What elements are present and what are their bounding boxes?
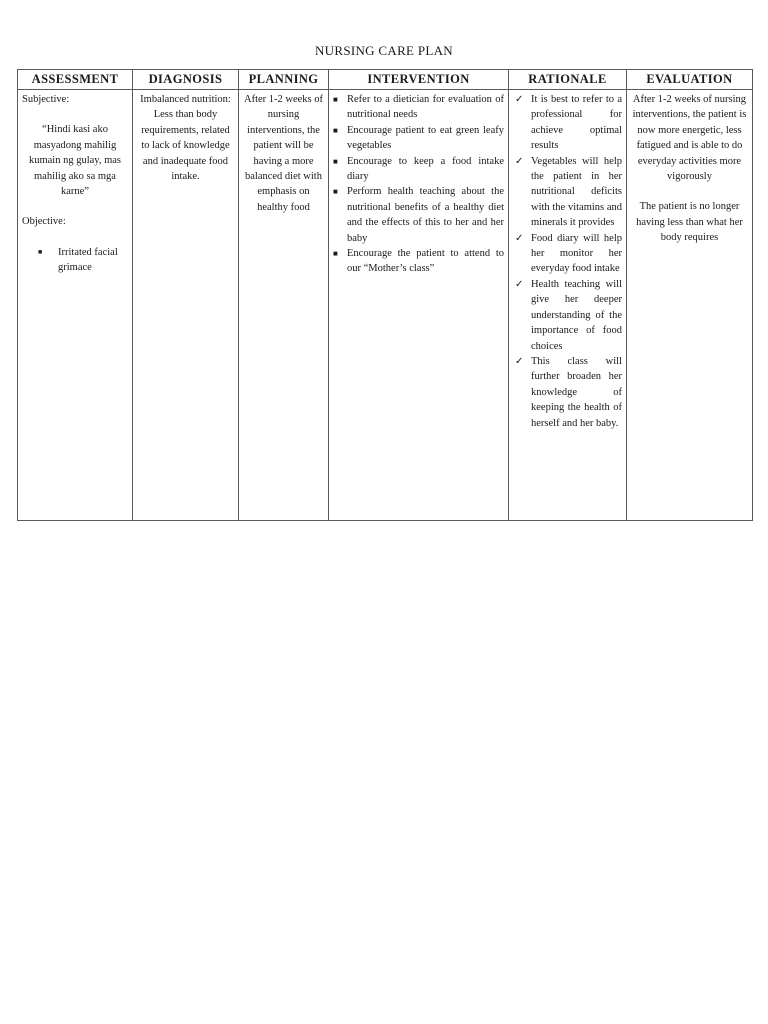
checkmark-icon: ✓ xyxy=(515,232,524,244)
square-bullet-icon: ■ xyxy=(333,156,338,166)
rationale-item: ✓ Vegetables will help the patient in her nutritional deficits with the vitamins and minerals it provides xyxy=(515,155,622,229)
intervention-item: ■ Perform health teaching about the nutritional benefits of a healthy diet and the effects of this to her and her baby xyxy=(333,186,504,244)
header-evaluation: EVALUATION xyxy=(627,70,753,90)
rationale-item: ✓ It is best to refer to a professional for achieve optimal results xyxy=(515,94,622,152)
evaluation-cell xyxy=(627,90,753,521)
evaluation-text: After 1-2 weeks of nursing interventions, the patient is now more energetic, less fatigued and is able to do everyday activities more vigorously xyxy=(632,94,747,183)
objective-item: ■ Irritated facial grimace xyxy=(38,246,118,274)
evaluation-text: The patient is no longer having less than what her body requires xyxy=(636,201,743,244)
subjective-label: Subjective: xyxy=(22,94,70,105)
square-bullet-icon: ■ xyxy=(333,249,338,259)
header-assessment: ASSESSMENT xyxy=(18,70,133,90)
diagnosis-cell xyxy=(133,90,239,521)
square-bullet-icon: ■ xyxy=(38,247,43,256)
header-intervention: INTERVENTION xyxy=(329,70,509,90)
header-row xyxy=(18,70,753,90)
rationale-item: ✓ Health teaching will give her deeper understanding of the importance of food choices xyxy=(515,278,622,352)
subjective-quote: “Hindi kasi ako masyadong mahilig kumain ng gulay, mas mahilig ako sa mga karne” xyxy=(28,124,122,198)
header-diagnosis: DIAGNOSIS xyxy=(133,70,239,90)
intervention-item: ■ Encourage the patient to attend to our “Mother’s class” xyxy=(333,248,504,275)
intervention-cell xyxy=(329,90,509,521)
rationale-item: ✓ This class will further broaden her knowledge of keeping the health of herself and her baby. xyxy=(515,355,622,429)
header-planning: PLANNING xyxy=(239,70,329,90)
square-bullet-icon: ■ xyxy=(333,187,338,197)
checkmark-icon: ✓ xyxy=(515,278,524,290)
square-bullet-icon: ■ xyxy=(333,95,338,104)
page-title: NURSING CARE PLAN xyxy=(314,43,453,58)
intervention-item: ■ Encourage patient to eat green leafy vegetables xyxy=(333,124,504,152)
header-rationale: RATIONALE xyxy=(509,70,627,90)
assessment-cell xyxy=(18,90,133,521)
rationale-cell xyxy=(509,90,627,521)
table-row xyxy=(18,90,753,521)
planning-text: After 1-2 weeks of nursing interventions, the patient will be having a more balanced diet with emphasis on healthy food xyxy=(243,94,323,213)
intervention-item: ■ Encourage to keep a food intake diary xyxy=(333,155,504,183)
square-bullet-icon: ■ xyxy=(333,125,338,135)
checkmark-icon: ✓ xyxy=(515,355,524,367)
care-plan-table xyxy=(17,69,753,521)
objective-label: Objective: xyxy=(22,216,66,228)
checkmark-icon: ✓ xyxy=(515,155,524,167)
intervention-item: ■ Refer to a dietician for evaluation of nutritional needs xyxy=(333,94,504,121)
diagnosis-text: Imbalanced nutrition: Less than body requirements, related to lack of knowledge and inadequate food intake. xyxy=(140,94,231,183)
rationale-item: ✓ Food diary will help her monitor her everyday food intake xyxy=(515,232,622,275)
planning-cell xyxy=(239,90,329,521)
checkmark-icon: ✓ xyxy=(515,94,524,105)
